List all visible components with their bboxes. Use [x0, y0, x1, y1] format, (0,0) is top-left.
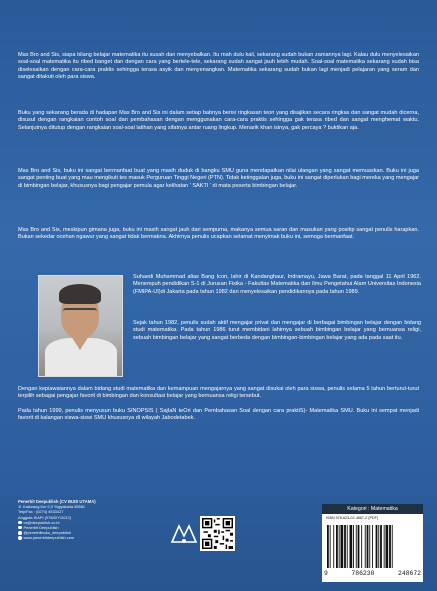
publisher-phone: Telp/Fax : (0274) 4533427	[18, 509, 64, 515]
content-paragraph: Buku yang sekarang berada di hadapan Mas Bro and Sis ini dalam setiap babnya berisi ringkasan teori yang disajikan secara ringkas dan sangat mudah dicerna, disusul dengan rangkaian contoh soal dan pembahasan dengan menggunakan cara-cara praktis sehingga gak terasa ribed dan sangat menghemat waktu. Selanjutnya ditutup dengan rangkaian soal-soal latihan yang sifatnya antar ruang lingkup. Menarik khan isinya, gak percaya ? buktikan aja.	[18, 110, 419, 131]
publisher-info	[18, 499, 168, 541]
barcode-panel	[322, 504, 423, 582]
contact-website	[18, 535, 168, 540]
benefit-paragraph: Mas Bro and Sis, buku ini sangat bermanfaat buat yang masih duduk di bangku SMU guna mendapatkan nilai ulangan yang sangat memuaskan. Buku ini juga sangat penting buat yang mau mengikuti tes masuk Perguruan Tinggi Negeri (PTN). Tidak ketinggalan juga, buku ini sangat diperlukan bagi mereka yang mengajar di bimbingan belajar, khususnya bagi pengajar pemula agar kelihatan ' SAKTI ' di mata peserta bimbingan belajar.	[18, 168, 419, 189]
qr-code-icon	[202, 518, 233, 549]
publisher-name: Penerbit Deepublish (CV BUDI UTAMA)	[18, 499, 96, 504]
author-books-paragraph: Pada tahun 1999, penulis menyusun buku SINOPSIS ( SajIaN teOri dan Pembahasan Soal dengan cara praktiS)- Matematika SMU. Buku ini sempat menjadi favorit di kalangan siswa-siswi SMU khususnya di wilayah Jabodetabek.	[18, 408, 419, 422]
barcode-digit-right: 248672	[397, 570, 421, 577]
publisher-address: Jl. Kaliurang Km 9,3 Yogyakarta 55581	[18, 504, 86, 510]
author-achievement-paragraph: Dengan kepiawaiannya dalam bidang studi matematika dan kemampuan mengajarnya yang sangat disukai oleh para siswa, penulis selama 5 tahun berturut-turut terpilih sebagai pengajar favorit di bimbingan dan konsultasi belajar yang bernuansa religi tersebut.	[18, 386, 419, 400]
publisher-membership: Anggota IKAPI (076/DIY/2012)	[18, 514, 71, 520]
author-career-paragraph: Sejak tahun 1982, penulis sudah aktif mengajar privat dan mengajar di berbagai bimbingan belajar dengan bidang studi matematika. Pada tahun 1986 turut membidani lahirnya sebuah bimbingan belajar yang bernuansa religi, sebuah bimbingan belajar yang sangat berbeda dengan bimbingan-bimbingan belajar yang ada pada saat itu.	[133, 320, 421, 341]
isbn-number: ISBN 978-623-02-4867-2 (PDF)	[326, 516, 379, 520]
facebook-icon	[18, 526, 22, 530]
barcode-icon	[326, 525, 419, 568]
author-photo	[38, 275, 123, 377]
instagram-icon	[18, 531, 22, 535]
qr-code[interactable]	[200, 516, 235, 551]
barcode-digit-prefix: 9	[324, 570, 328, 577]
contact-email-text: cs@deepublish.co.id	[23, 519, 60, 525]
barcode-digit-left: 786230	[351, 570, 375, 577]
contact-instagram-text: @penerbitbuku_deepublish	[23, 530, 71, 536]
contact-website-text: www.penerbitdeepublish.com	[23, 535, 75, 541]
author-bio-paragraph: Suhaedi Muhammad alias Bang Icon, lahir di Kandanghaur, Indramayu, Jawa Barat, pada tanggal 11 April 1962. Menempuh pendidikan S-1 di Jurusan Fisika - Fakultas Matematika dan Ilmu Pengetahui Alam Universitas Indonesia (FMIPA-UI)di Jakarta pada tahun 1982 dan menyelesaikan pendidikannya pada tahun 1989.	[133, 274, 421, 295]
closing-paragraph: Mas Bro and Sis, meskipun gimana juga, buku ini masih sangat jauh dari sempurna, makanya semua saran dan masukan yang positip sangat penulis harapkan. Bukan sekedar ocehan ngawur yang sangat tidak bermakna. Akhirnya penulis ucapkan selamat menyimak buku ini, semoga bermanfaat.	[18, 227, 419, 241]
category-label: Kategori : Matematika	[322, 504, 423, 514]
intro-paragraph: Mas Bro and Sis, siapa bilang belajar matematika itu susah dan menyebalkan. Itu mah dulu kali, sekarang sudah bukan zamannya lagi. Kalau dulu menyelesaikan soal-soal matematika itu ribed banget dan dengan cara yang bertele-tele, sekarang sudah sangat jauh lebih mudah. Soal-soal matematika sekarang sudah bisa diselesaikan dengan cara-cara praktis sehingga terasa asyik dan menyenangkan. Matematika sekarang sudah bukan lagi menjadi pelajaran yang seram dan sangat ditakuti oleh para siswa.	[18, 52, 419, 80]
contact-facebook-text: Penerbit Deepublish	[23, 525, 59, 531]
web-icon	[18, 536, 22, 540]
mail-icon	[18, 521, 22, 525]
publisher-logo-icon	[170, 522, 198, 546]
barcode-digits	[324, 570, 421, 577]
